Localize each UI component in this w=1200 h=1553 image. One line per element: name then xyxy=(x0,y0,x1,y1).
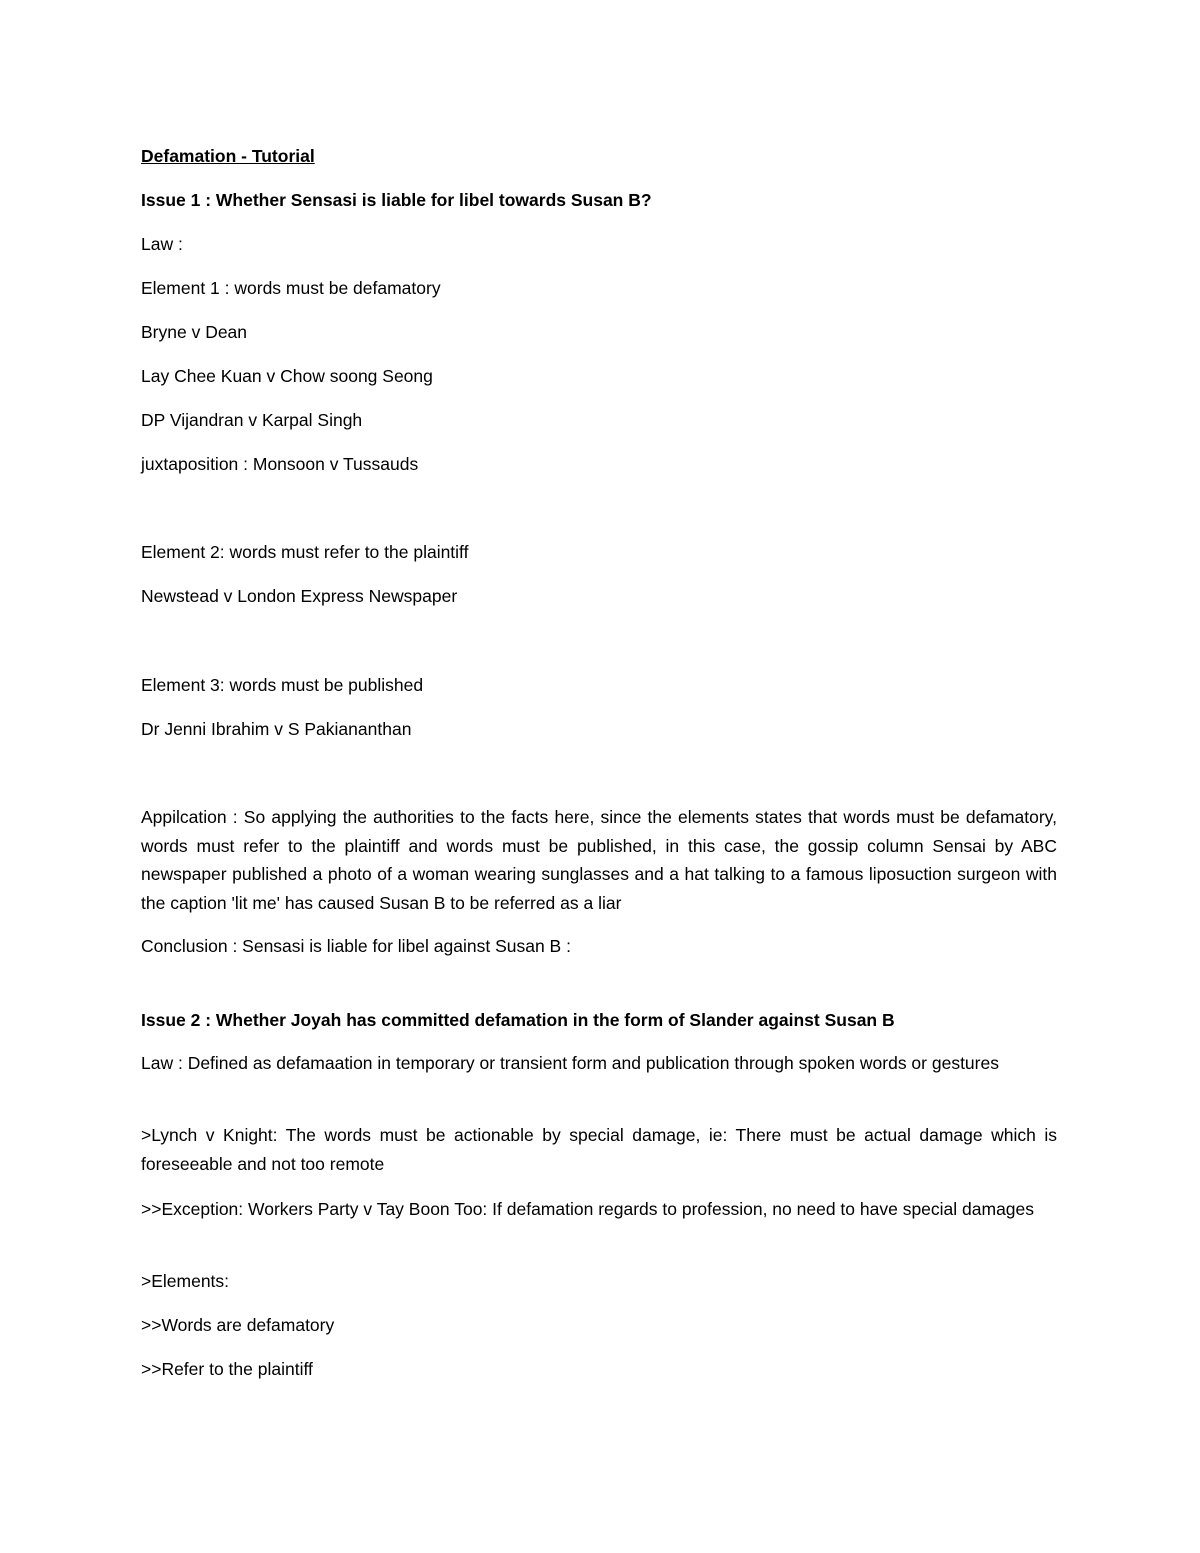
elements-label: >Elements: xyxy=(141,1271,230,1291)
conclusion-line: Conclusion : Sensasi is liable for libel against Susan B : xyxy=(141,936,571,956)
exception-paragraph: >>Exception: Workers Party v Tay Boon Too: If defamation regards to profession, no need to have special damages xyxy=(141,1199,1035,1219)
application-paragraph: Appilcation : So applying the authorities to the facts here, since the elements states that words must be defamatory, words must refer to the plaintiff and words must be published, in this case, the gossip column Sensai by ABC newspaper published a photo of a woman wearing sunglasses and a hat talking to a famous liposuction surgeon with the caption 'lit me' has caused Susan B to be referred as a liar xyxy=(141,807,1057,913)
issue-2-law-paragraph: Law : Defined as defamaation in temporary or transient form and publication through spoken words or gestures xyxy=(141,1053,999,1073)
case-jenni-ibrahim: Dr Jenni Ibrahim v S Pakiananthan xyxy=(141,719,412,739)
lynch-v-knight-paragraph: >Lynch v Knight: The words must be actionable by special damage, ie: There must be actual damage which is foreseeable and not too remote xyxy=(141,1125,1057,1174)
case-newstead: Newstead v London Express Newspaper xyxy=(141,586,458,606)
case-lay-chee-kuan: Lay Chee Kuan v Chow soong Seong xyxy=(141,366,433,386)
refer-plaintiff-item: >>Refer to the plaintiff xyxy=(141,1359,313,1379)
element-3-line: Element 3: words must be published xyxy=(141,675,424,695)
case-dp-vijandran: DP Vijandran v Karpal Singh xyxy=(141,410,363,430)
law-label: Law : xyxy=(141,234,183,254)
element-1-line: Element 1 : words must be defamatory xyxy=(141,278,441,298)
words-defamatory-item: >>Words are defamatory xyxy=(141,1315,335,1335)
issue-2-heading: Issue 2 : Whether Joyah has committed defamation in the form of Slander against Susan B xyxy=(141,1010,895,1030)
case-bryne-v-dean: Bryne v Dean xyxy=(141,322,248,342)
issue-1-heading: Issue 1 : Whether Sensasi is liable for libel towards Susan B? xyxy=(141,190,652,210)
document-title: Defamation - Tutorial xyxy=(141,146,315,166)
juxtaposition-line: juxtaposition : Monsoon v Tussauds xyxy=(141,454,419,474)
element-2-line: Element 2: words must refer to the plaintiff xyxy=(141,542,469,562)
